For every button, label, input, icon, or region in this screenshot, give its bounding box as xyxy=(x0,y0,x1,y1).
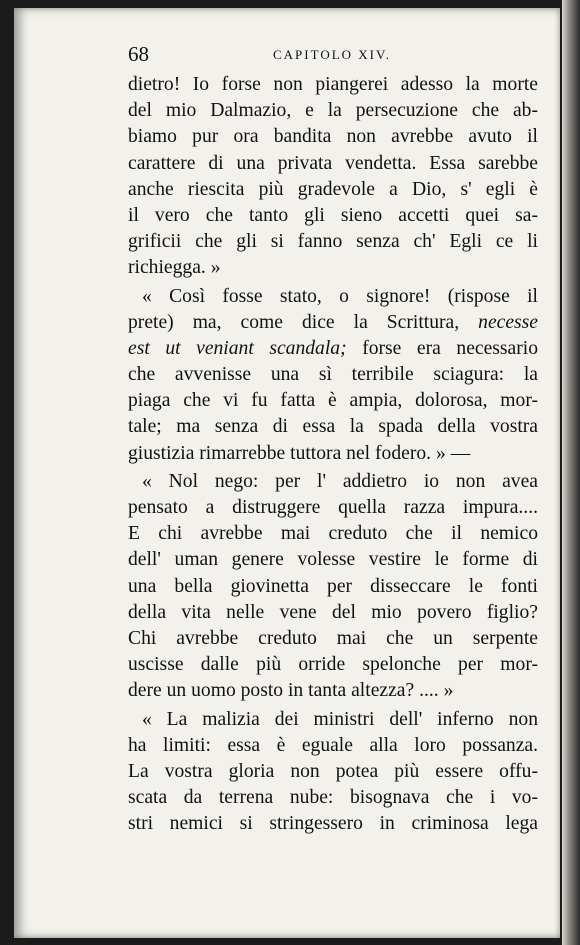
text-line: piaga che vi fu fatta è ampia, dolorosa, mor- xyxy=(128,390,538,412)
text-line: stri nemici si stringessero in criminosa lega xyxy=(128,813,538,835)
text-line: del mio Dalmazio, e la persecuzione che ab- xyxy=(128,100,538,122)
text-line: pensato a distruggere quella razza impura.... xyxy=(128,497,538,518)
page-edge-shadow xyxy=(562,0,580,945)
text-line: anche riescita più gradevole a Dio, s' egli è xyxy=(128,178,538,200)
text-line: che avvenisse una sì terribile sciagura: la xyxy=(128,364,538,386)
text-line: carattere di una privata vendetta. Essa sarebbe xyxy=(128,152,538,174)
book-page xyxy=(14,8,560,938)
text-line: biamo pur ora bandita non avrebbe avuto il xyxy=(128,126,538,148)
text-line: tale; ma senza di essa la spada della vostra xyxy=(128,416,538,438)
text-line: « Nol nego: per l' addietro io non avea xyxy=(142,470,538,492)
text-line: scata da terrena nube: bisognava che i vo- xyxy=(128,787,538,809)
text-line: uscisse dalle più orride spelonche per mor- xyxy=(128,654,538,676)
text-line: il vero che tanto gli sieno accetti quei sa- xyxy=(128,204,538,226)
text-line: ha limiti: essa è eguale alla loro possanza. xyxy=(128,734,538,756)
text-line: richiegga. » xyxy=(128,257,221,279)
text-line: giustizia rimarrebbe tuttora nel fodero. » — xyxy=(128,442,471,464)
page-number: 68 xyxy=(128,42,149,66)
italic-segment: est ut veniant scandala xyxy=(128,337,341,359)
text-line: dere un uomo posto in tanta altezza? .... » xyxy=(128,680,454,702)
text-line: una bella giovinetta per disseccare le fonti xyxy=(128,575,538,597)
page-header xyxy=(128,42,428,70)
text-line: dell' uman genere volesse vestire le forme di xyxy=(128,549,538,571)
text-line: « La malizia dei ministri dell' inferno non xyxy=(142,708,538,730)
text-line: « Così fosse stato, o signore! (rispose il xyxy=(142,285,538,307)
text-line: La vostra gloria non potea più essere offu- xyxy=(128,760,538,782)
italic-segment: necesse xyxy=(478,311,538,333)
text-line-with-italic xyxy=(128,310,538,336)
text-line: della vita nelle vene del mio povero figlio? xyxy=(128,601,538,623)
text-line: grificii che gli si fanno senza ch' Egli ce li xyxy=(128,231,538,253)
running-head: CAPITOLO XIV. xyxy=(273,47,391,62)
text-line-with-italic: est ut veniant scandala; forse era necessario xyxy=(128,337,539,359)
body-text xyxy=(128,72,538,837)
text-line: dietro! Io forse non piangerei adesso la morte xyxy=(128,74,538,95)
text-line: Chi avrebbe creduto mai che un serpente xyxy=(128,627,538,649)
text-line: E chi avrebbe mai creduto che il nemico xyxy=(128,523,538,545)
text-segment: forse era necessario xyxy=(362,337,539,359)
text-segment: prete) ma, come dice la Scrittura, xyxy=(128,311,479,333)
